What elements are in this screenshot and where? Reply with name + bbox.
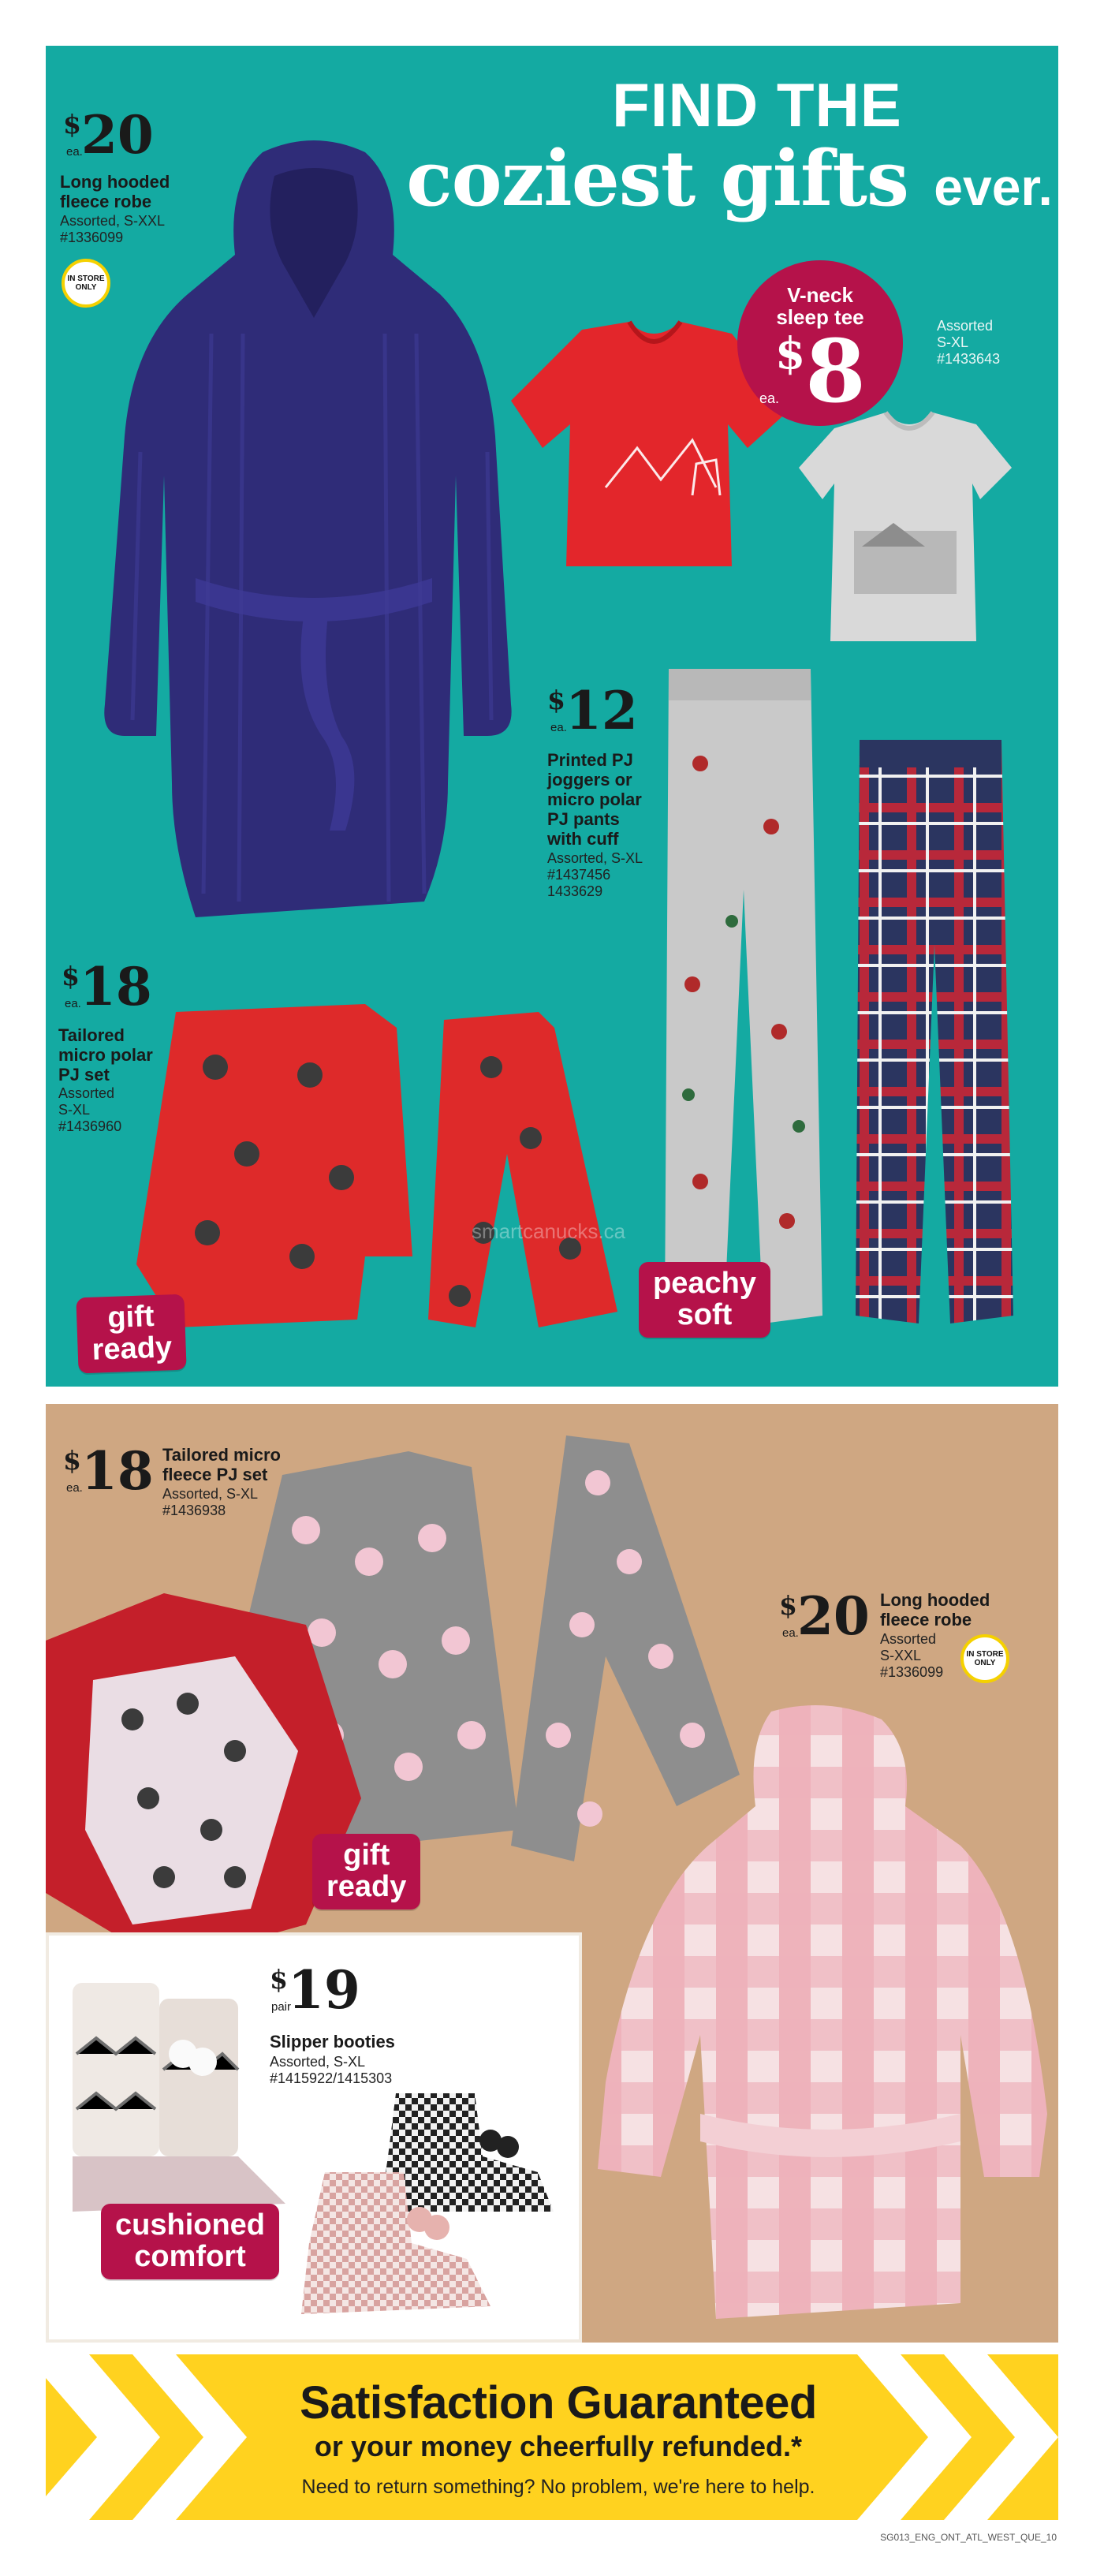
joggers-details: Assorted, S-XL #1437456 1433629 xyxy=(547,850,643,899)
booties-details: Assorted, S-XL #1415922/1415303 xyxy=(270,2054,393,2086)
pink-robe-price-unit: ea. xyxy=(782,1626,799,1640)
grey-sleep-tee-image xyxy=(799,405,1012,657)
gift-ready-tag: gift ready xyxy=(76,1294,187,1374)
cushioned-comfort-tag: cushioned comfort xyxy=(101,2204,279,2279)
right-chevrons-icon xyxy=(853,2354,1058,2520)
vneck-name: V-neck sleep tee xyxy=(776,283,864,329)
vneck-price-unit: ea. xyxy=(759,390,780,406)
grey-print-joggers-image xyxy=(653,669,834,1355)
pj-set-name: Tailored micro polar PJ set xyxy=(58,1025,153,1085)
joggers-price-unit: ea. xyxy=(550,721,567,734)
red-penguin-pj-set-image xyxy=(129,996,649,1367)
pink-robe-name: Long hooded fleece robe xyxy=(880,1590,990,1630)
headline-line2 xyxy=(398,134,1058,223)
fleece-set-price: $ 18 ea. xyxy=(63,1440,154,1502)
houndstooth-booties-image xyxy=(285,2085,582,2338)
pink-plaid-robe-image xyxy=(590,1704,1055,2335)
banner-title: Satisfaction Guaranteed xyxy=(300,2377,817,2429)
pink-robe-details: Assorted S-XXL #1336099 xyxy=(880,1631,944,1680)
headline-line2-tail: ever. xyxy=(934,158,1053,216)
booties-price-unit: pair xyxy=(271,2000,292,2014)
joggers-price: $ 12 ea. xyxy=(547,680,638,741)
joggers-name: Printed PJ joggers or micro polar PJ pants with cuff xyxy=(547,750,642,849)
pj-set-price: $ 18 ea. xyxy=(62,956,152,1017)
fleece-set-price-unit: ea. xyxy=(66,1481,83,1495)
gift-boxed-pink-pj-image xyxy=(46,1593,377,1972)
watermark-text: smartcanucks.ca xyxy=(472,1219,626,1243)
robe-name: Long hooded fleece robe xyxy=(60,172,170,211)
pj-set-price-unit: ea. xyxy=(65,997,81,1010)
robe-details: Assorted, S-XXL #1336099 xyxy=(60,213,166,245)
tan-in-store-only-badge: IN STORE ONLY xyxy=(960,1634,1009,1683)
robe-price: $ 20 ea. xyxy=(63,104,154,166)
satisfaction-guarantee-banner xyxy=(46,2354,1058,2520)
fleece-set-details: Assorted, S-XL #1436938 xyxy=(162,1486,259,1518)
booties-name: Slipper booties xyxy=(270,2032,395,2051)
in-store-only-badge: IN STORE ONLY xyxy=(62,259,110,308)
tan-gift-ready-tag: gift ready xyxy=(312,1834,420,1910)
pj-set-details: Assorted S-XL #1436960 xyxy=(58,1085,122,1134)
booties-price: $ 19 pair xyxy=(270,1959,360,2021)
navy-robe-image xyxy=(93,136,535,965)
headline-line2-main: coziest gifts xyxy=(406,134,908,223)
headline-line1: FIND THE xyxy=(612,70,902,140)
plaid-joggers-image xyxy=(844,740,1025,1355)
banner-help-text: Need to return something? No problem, we're here to help. xyxy=(301,2476,815,2498)
vneck-details: Assorted S-XL #1433643 xyxy=(937,318,1001,367)
fairisle-booties-image xyxy=(57,1967,293,2227)
pink-robe-price: $ 20 ea. xyxy=(779,1585,870,1647)
teal-promo-panel xyxy=(46,46,1058,1387)
footer-code: SG013_ENG_ONT_ATL_WEST_QUE_10 xyxy=(880,2532,1057,2543)
left-chevrons-icon xyxy=(46,2354,251,2520)
vneck-price-circle xyxy=(737,260,903,426)
vneck-price: $ 8 ea. xyxy=(759,320,866,422)
peachy-soft-tag: peachy soft xyxy=(639,1262,770,1338)
booties-panel xyxy=(46,1932,582,2343)
fleece-set-name: Tailored micro fleece PJ set xyxy=(162,1445,281,1484)
robe-price-unit: ea. xyxy=(66,145,83,159)
banner-subtitle: or your money cheerfully refunded.* xyxy=(314,2430,803,2462)
